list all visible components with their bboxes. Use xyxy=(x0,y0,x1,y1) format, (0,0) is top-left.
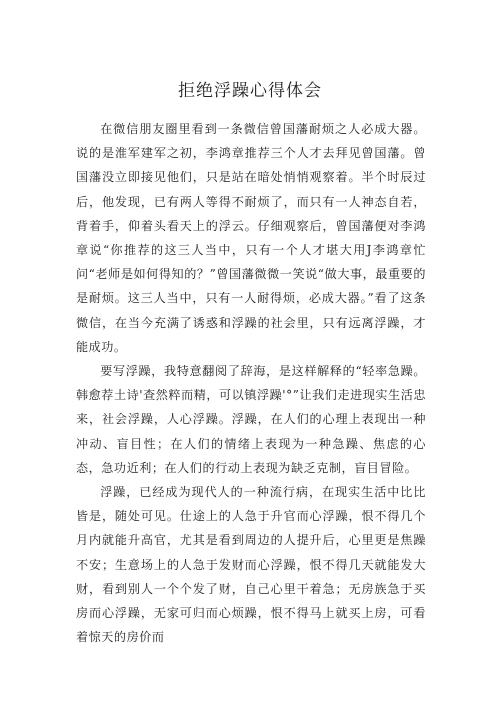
paragraph-3: 浮躁，已经成为现代人的一种流行病，在现实生活中比比皆是，随处可见。仕途上的人急于升官而心浮躁，恨不得几个月内就能升高官，尤其是看到周边的人提升后，心里更是焦躁不安；生意场上的人急于发财而心浮躁，恨不得几天就能发大财，看到别人一个个发了财，自己心里干着急；无房族急于买房而心浮躁，无家可归而心烦躁，恨不得马上就买上房，可看着惊天的房价而 xyxy=(76,485,426,645)
document-body xyxy=(76,117,426,649)
paragraph-1: 在微信朋友圈里看到一条微信曾国藩耐烦之人必成大器。说的是淮军建军之初，李鸿章推荐三个人才去拜见曾国藩。曾国藩没立即接见他们，只是站在暗处悄悄观察着。半个时辰过后，他发现，已有两人等得不耐烦了，而只有一人神态自若，背着手，仰着头看天上的浮云。仔细观察后，曾国藩便对李鸿章说“你推荐的这三人当中，只有一个人才堪大用J李鸿章忙问“老师是如何得知的？”曾国藩微微一笑说“做大事，最重要的是耐烦。这三人当中，只有一人耐得烦，必成大器。”看了这条微信，在当今充满了诱惑和浮躁的社会里，只有远离浮躁，才能成功。 xyxy=(76,122,426,354)
document-title: 拒绝浮躁心得体会 xyxy=(178,81,322,101)
paragraph-2: 要写浮躁，我特意翻阅了辞海，是这样解释的“轻率急躁。韩愈荐土诗'查然粹而精，可以镇浮躁'°”让我们走进现实生活忠来，社会浮躁，人心浮躁。浮躁，在人们的心理上表现出一种冲动、盲目性；在人们的情绪上表现为一种急躁、焦虑的心态，急功近利；在人们的行动上表现为缺乏克制，盲目冒险。 xyxy=(76,364,426,475)
